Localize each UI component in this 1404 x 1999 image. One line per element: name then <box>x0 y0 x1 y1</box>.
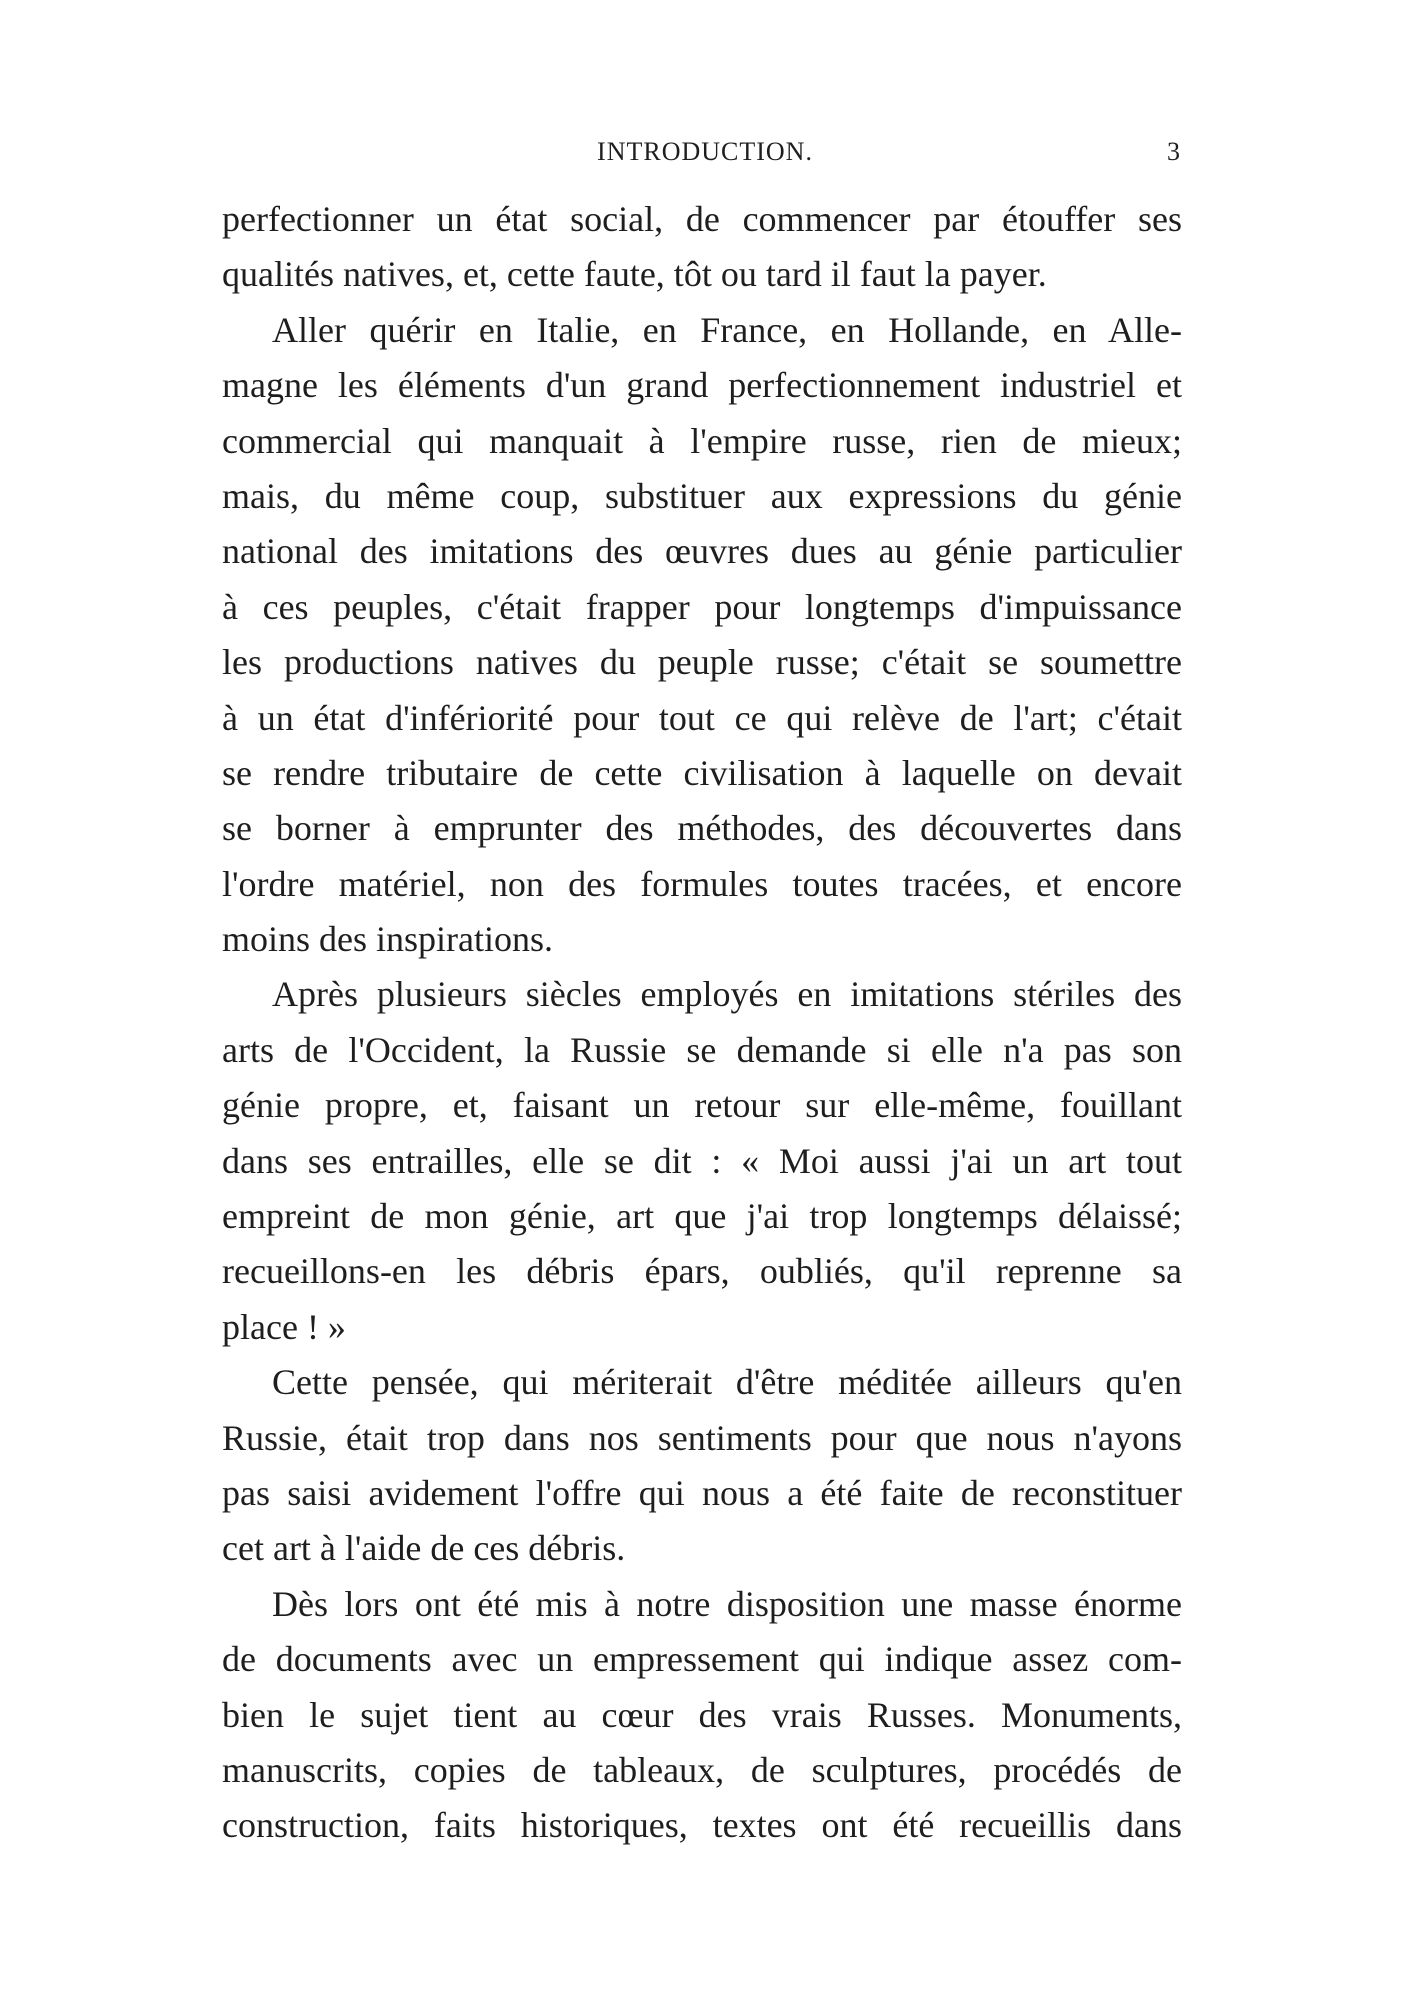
text-line: de documents avec un empressement qui indique assez com- <box>222 1639 1182 1680</box>
text-line: Après plusieurs siècles employés en imitations stériles des <box>272 974 1182 1015</box>
text-line: empreint de mon génie, art que j'ai trop longtemps délaissé; <box>222 1196 1182 1237</box>
text-line: magne les éléments d'un grand perfectionnement industriel et <box>222 365 1182 406</box>
text-line: national des imitations des œuvres dues au génie particulier <box>222 531 1182 572</box>
text-line: qualités natives, et, cette faute, tôt ou tard il faut la payer. <box>222 254 1047 295</box>
page-number: 3 <box>1167 137 1180 166</box>
text-line: se borner à emprunter des méthodes, des découvertes dans <box>222 808 1182 849</box>
text-line: recueillons-en les débris épars, oubliés, qu'il reprenne sa <box>222 1251 1182 1292</box>
text-line: à ces peuples, c'était frapper pour longtemps d'impuissance <box>222 586 1182 627</box>
text-line: Russie, était trop dans nos sentiments pour que nous n'ayons <box>222 1417 1182 1458</box>
text-line: génie propre, et, faisant un retour sur elle-même, fouillant <box>222 1085 1182 1126</box>
text-line: arts de l'Occident, la Russie se demande si elle n'a pas son <box>222 1029 1182 1070</box>
text-line: bien le sujet tient au cœur des vrais Russes. Monuments, <box>222 1694 1182 1735</box>
text-line: perfectionner un état social, de commencer par étouffer ses <box>222 199 1182 239</box>
text-line: moins des inspirations. <box>222 919 553 960</box>
running-title: INTRODUCTION. <box>597 137 813 166</box>
text-line: se rendre tributaire de cette civilisation à laquelle on devait <box>222 752 1182 793</box>
text-line: Dès lors ont été mis à notre disposition une masse énorme <box>272 1583 1182 1624</box>
text-line: Cette pensée, qui mériterait d'être méditée ailleurs qu'en <box>272 1362 1182 1403</box>
text-line: mais, du même coup, substituer aux expressions du génie <box>222 475 1182 516</box>
text-line: commercial qui manquait à l'empire russe, rien de mieux; <box>222 420 1182 461</box>
body-text <box>222 192 1182 1854</box>
text-line: place ! » <box>222 1306 346 1347</box>
text-line: dans ses entrailles, elle se dit : « Moi aussi j'ai un art tout <box>222 1140 1182 1181</box>
text-line: l'ordre matériel, non des formules toutes tracées, et encore <box>222 863 1182 904</box>
text-line: les productions natives du peuple russe; c'était se soumettre <box>222 642 1182 683</box>
text-line: Aller quérir en Italie, en France, en Hollande, en Alle- <box>272 309 1182 350</box>
text-line: construction, faits historiques, textes ont été recueillis dans <box>222 1805 1182 1846</box>
text-line: à un état d'infériorité pour tout ce qui relève de l'art; c'était <box>222 697 1182 738</box>
text-line: manuscrits, copies de tableaux, de sculptures, procédés de <box>222 1749 1182 1790</box>
running-head <box>230 132 1180 172</box>
text-line: pas saisi avidement l'offre qui nous a été faite de reconstituer <box>222 1472 1182 1513</box>
text-line: cet art à l'aide de ces débris. <box>222 1528 626 1569</box>
